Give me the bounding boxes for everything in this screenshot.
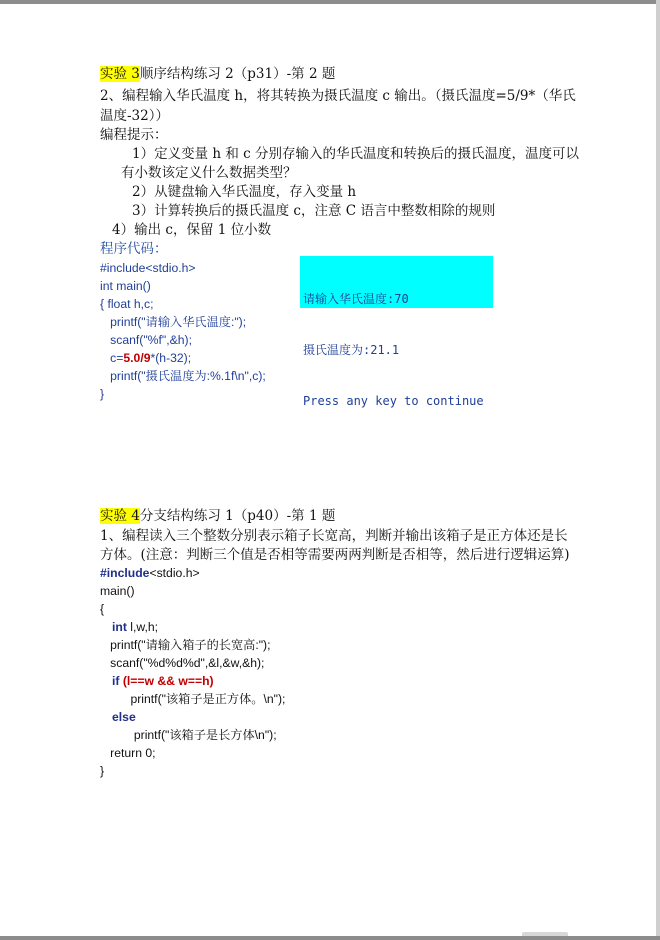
code2-include-rest: <stdio.h> xyxy=(149,566,200,580)
section1-heading xyxy=(100,64,335,84)
code2-else-keyword: else xyxy=(112,710,136,724)
code2-if-condition: (l==w && w==h) xyxy=(119,674,214,688)
code2-line7 xyxy=(112,673,214,691)
section2-problem-line2: 方体。(注意：判断三个值是否相等需要两两判断是否相等，然后进行逻辑运算) xyxy=(100,547,570,563)
code-label: 程序代码： xyxy=(100,241,168,257)
hint-title: 编程提示： xyxy=(100,127,168,143)
code1-line6-highlight: 5.0/9 xyxy=(123,351,151,365)
code1-line1: #include<stdio.h> xyxy=(100,261,196,275)
section1-problem-line2: 温度-32）） xyxy=(100,108,169,124)
section2-problem-line1: 1、编程读入三个整数分别表示箱子长宽高，判断并输出该箱子是正方体还是长 xyxy=(100,528,568,544)
hint1-line2: 有小数该定义什么数据类型？ xyxy=(121,165,297,181)
code2-int-rest: l,w,h; xyxy=(126,620,159,634)
code2-int-keyword: int xyxy=(112,620,127,634)
hint4: 4）输出 c，保留 1 位小数 xyxy=(112,222,272,238)
code2-line8: printf("该箱子是正方体。\n"); xyxy=(100,692,286,706)
section1-title: 顺序结构练习 2（p31）-第 2 题 xyxy=(139,66,336,82)
section2-tag: 实验 4 xyxy=(100,508,140,524)
code2-line6: scanf("%d%d%d",&l,&w,&h); xyxy=(100,656,265,670)
code1-line2: int main() xyxy=(100,279,151,293)
code1-line5: scanf("%f",&h); xyxy=(100,333,192,347)
code2-line2: main() xyxy=(100,584,135,598)
code1-line4: printf("请输入华氏温度:"); xyxy=(100,315,247,329)
code2-line10: printf("该箱子是长方体\n"); xyxy=(100,728,277,742)
section1-tag: 实验 3 xyxy=(100,66,140,82)
code1-line7: printf("摄氏温度为:%.1f\n",c); xyxy=(100,369,266,383)
console-line2: 摄氏温度为:21.1 xyxy=(303,343,400,357)
right-border xyxy=(656,0,660,936)
section1-problem-line1: 2、编程输入华氏温度 h，将其转换为摄氏温度 c 输出。（摄氏温度=5/9*（华氏 xyxy=(100,88,576,104)
bottom-border xyxy=(0,936,660,940)
code2-line1 xyxy=(100,565,200,583)
code1-line8: } xyxy=(100,387,105,401)
section2-title: 分支结构练习 1（p40）-第 1 题 xyxy=(139,508,336,524)
hint3: 3）计算转换后的摄氏温度 c，注意 C 语言中整数相除的规则 xyxy=(132,203,496,219)
code2-include-keyword: #include xyxy=(100,566,150,580)
code1-line6-post: *(h-32); xyxy=(150,351,192,365)
code1-line6-pre: c= xyxy=(100,351,124,365)
console-line1: 请输入华氏温度:70 xyxy=(303,292,409,306)
code2-line11: return 0; xyxy=(100,746,156,760)
top-border xyxy=(0,0,660,4)
code2-line4 xyxy=(112,619,158,637)
code1-line6 xyxy=(100,350,191,368)
section2-heading xyxy=(100,506,335,526)
code2-line9 xyxy=(112,709,136,727)
code2-if-keyword: if xyxy=(112,674,120,688)
code2-line5: printf("请输入箱子的长宽高:"); xyxy=(100,638,271,652)
code1-line3: { float h,c; xyxy=(100,297,154,311)
console-line3: Press any key to continue xyxy=(303,394,484,408)
code2-line3: { xyxy=(100,602,105,616)
hint1-line1: 1）定义变量 h 和 c 分别存输入的华氏温度和转换后的摄氏温度，温度可以 xyxy=(132,146,580,162)
hint2: 2）从键盘输入华氏温度，存入变量 h xyxy=(132,184,357,200)
code2-line12: } xyxy=(100,764,105,778)
console-output xyxy=(300,256,493,408)
